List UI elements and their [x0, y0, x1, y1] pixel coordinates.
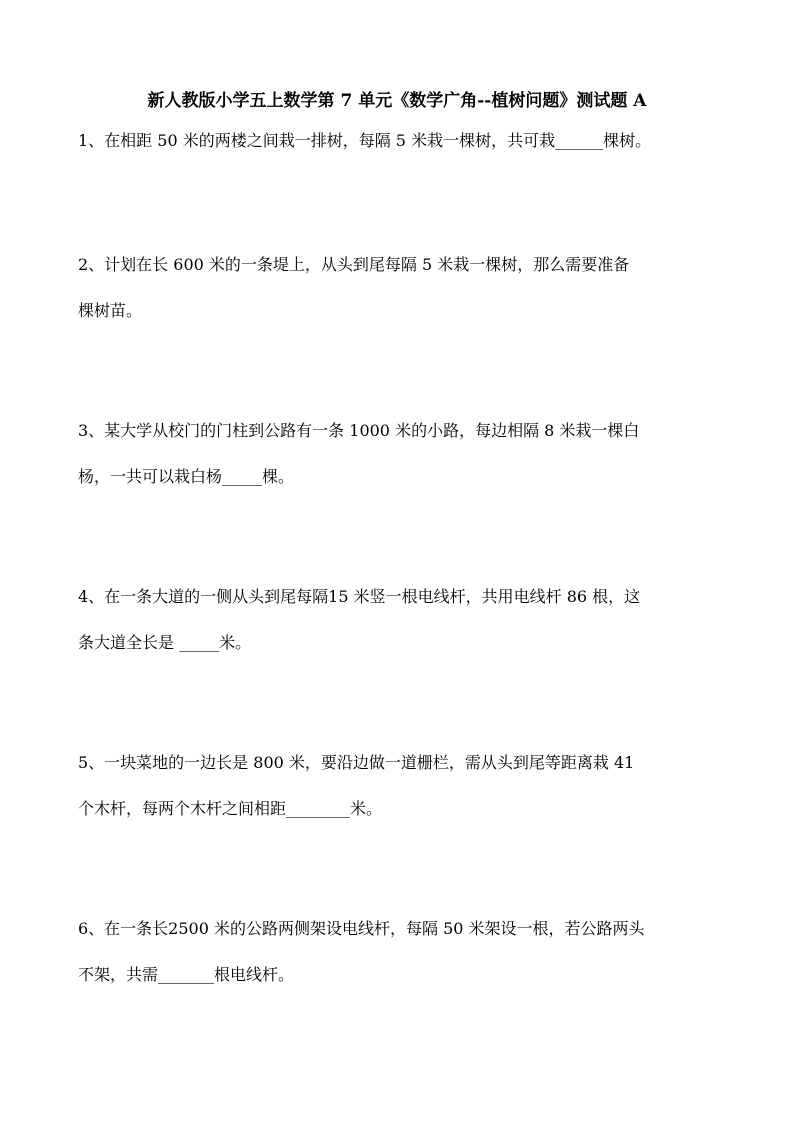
page-title: 新人教版小学五上数学第 7 单元《数学广角--植树问题》测试题 A — [147, 91, 647, 111]
question-4 — [78, 574, 728, 666]
question-1-line-1: 1、在相距 50 米的两楼之间栽一排树，每隔 5 米栽一棵树，共可栽______棵树。 — [78, 131, 652, 150]
question-2-line-2: 棵树苗。 — [78, 301, 143, 320]
question-6 — [78, 906, 728, 998]
question-4-line-1: 4、在一条大道的一侧从头到尾每隔15 米竖一根电线杆，共用电线杆 86 根，这 — [78, 587, 641, 606]
question-5-line-1: 5、一块菜地的一边长是 800 米，要沿边做一道栅栏，需从头到尾等距离栽 41 — [78, 753, 635, 772]
question-3-line-2: 杨，一共可以栽白杨_____棵。 — [78, 467, 295, 486]
question-3 — [78, 408, 728, 500]
question-5-line-2: 个木杆，每两个木杆之间相距________米。 — [78, 799, 383, 818]
question-2-line-1: 2、计划在长 600 米的一条堤上，从头到尾每隔 5 米栽一棵树，那么需要准备 — [78, 255, 630, 274]
question-6-line-2: 不架，共需_______根电线杆。 — [78, 965, 295, 984]
question-2 — [78, 242, 728, 334]
question-1 — [78, 118, 728, 164]
question-4-line-2: 条大道全长是 _____米。 — [78, 633, 252, 652]
question-3-line-1: 3、某大学从校门的门柱到公路有一条 1000 米的小路，每边相隔 8 米栽一棵白 — [78, 421, 640, 440]
question-5 — [78, 740, 728, 832]
question-6-line-1: 6、在一条长2500 米的公路两侧架设电线杆，每隔 50 米架设一根，若公路两头 — [78, 919, 645, 938]
